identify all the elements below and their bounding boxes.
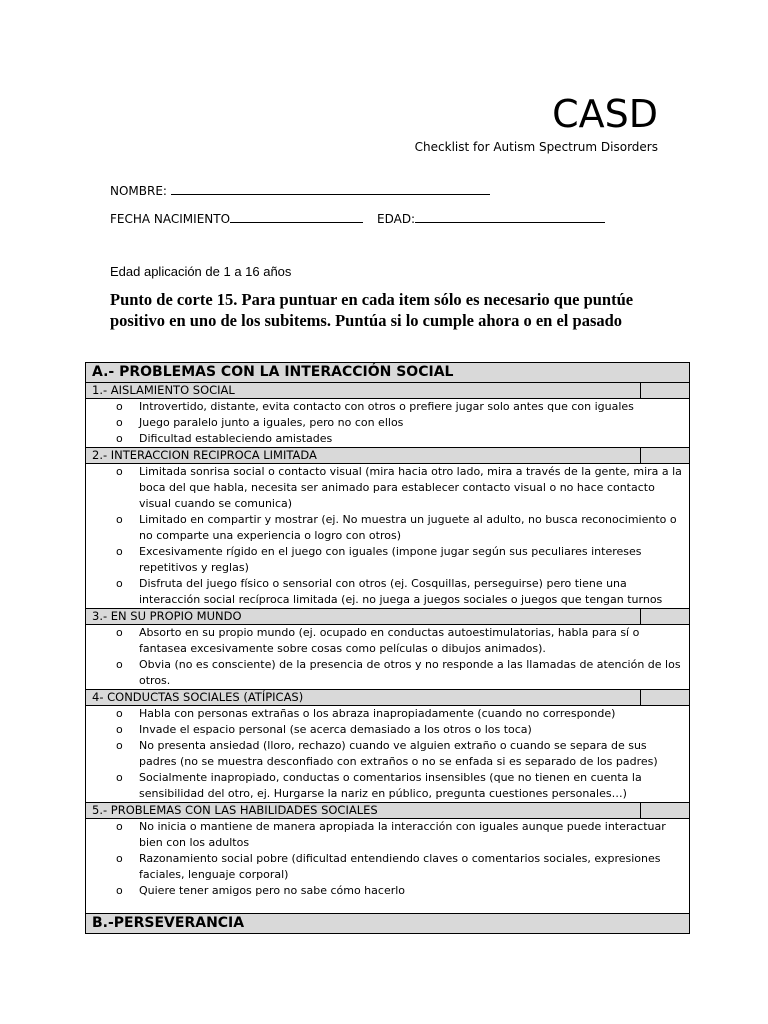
fecha-nacimiento-field — [110, 211, 363, 226]
edad-label: EDAD: — [377, 212, 416, 226]
nombre-label: NOMBRE: — [110, 184, 167, 198]
group-4-heading-row — [86, 690, 690, 706]
list-item: o Razonamiento social pobre (dificultad entendiendo claves o comentarios sociales, expresiones faciales, lenguaje corporal) — [86, 851, 689, 883]
group-2-heading-row — [86, 448, 690, 464]
section-b-header-row — [86, 914, 690, 934]
fecha-nacimiento-label: FECHA NACIMIENTO — [110, 212, 231, 226]
section-a-title: A.- PROBLEMAS CON LA INTERACCIÓN SOCIAL — [86, 363, 690, 383]
group-2-score-cell — [641, 448, 690, 464]
document-title: CASD — [552, 92, 658, 136]
section-b-title: B.-PERSEVERANCIA — [86, 914, 690, 934]
list-item: o Juego paralelo junto a iguales, pero no con ellos — [86, 415, 689, 431]
group-3-heading: 3.- EN SU PROPIO MUNDO — [86, 609, 641, 625]
group-3-heading-row — [86, 609, 690, 625]
group-2-heading: 2.- INTERACCION RECIPROCA LIMITADA — [86, 448, 641, 464]
nombre-line — [171, 183, 490, 195]
edad-field — [377, 211, 605, 226]
group-4-items-row — [86, 706, 690, 803]
list-item: o Limitado en compartir y mostrar (ej. No muestra un juguete al adulto, no busca reconocimiento o no comparte una experiencia o logro con otros) — [86, 512, 689, 544]
list-item: o Habla con personas extrañas o los abraza inapropiadamente (cuando no corresponde) — [86, 706, 689, 722]
list-item: o Absorto en su propio mundo (ej. ocupado en conductas autoestimulatorias, habla para sí o fantasea excesivamente sobre cosas como películas o dibujos animados). — [86, 625, 689, 657]
list-item: o Disfruta del juego físico o sensorial con otros (ej. Cosquillas, perseguirse) pero tiene una interacción social recíproca limitada (ej. no juega a juegos sociales o juegos que tengan turnos — [86, 576, 689, 608]
group-5-score-cell — [641, 803, 690, 819]
list-item: o Invade el espacio personal (se acerca demasiado a los otros o los toca) — [86, 722, 689, 738]
list-item: o Dificultad estableciendo amistades — [86, 431, 689, 447]
list-item: o No inicia o mantiene de manera apropiada la interacción con iguales aunque puede interactuar bien con los adultos — [86, 819, 689, 851]
group-4-heading: 4- CONDUCTAS SOCIALES (ATÍPICAS) — [86, 690, 641, 706]
list-item: o Excesivamente rígido en el juego con iguales (impone jugar según sus peculiares intereses repetitivos y reglas) — [86, 544, 689, 576]
list-item: o Socialmente inapropiado, conductas o comentarios insensibles (que no tienen en cuenta la sensibilidad del otro, ej. Hurgarse la nariz en público, pregunta cuestiones personales…) — [86, 770, 689, 802]
list-item: o Quiere tener amigos pero no sabe cómo hacerlo — [86, 883, 689, 899]
list-item: o Obvia (no es consciente) de la presencia de otros y no responde a las llamadas de atención de los otros. — [86, 657, 689, 689]
group-2-items-row — [86, 464, 690, 609]
group-1-heading: 1.- AISLAMIENTO SOCIAL — [86, 383, 641, 399]
group-5-items-row — [86, 819, 690, 914]
document-subtitle: Checklist for Autism Spectrum Disorders — [414, 140, 658, 154]
edad-line — [415, 211, 605, 223]
list-item: o No presenta ansiedad (lloro, rechazo) cuando ve alguien extraño o cuando se separa de sus padres (no se muestra desconfiado con extraños o no se enfada si es separado de los padres) — [86, 738, 689, 770]
group-5-heading: 5.- PROBLEMAS CON LAS HABILIDADES SOCIALES — [86, 803, 641, 819]
group-2-items — [86, 464, 690, 609]
group-3-items — [86, 625, 690, 690]
group-1-heading-row — [86, 383, 690, 399]
section-a-header-row — [86, 363, 690, 383]
group-3-items-row — [86, 625, 690, 690]
fecha-nacimiento-line — [230, 211, 363, 223]
checklist-table — [85, 362, 690, 934]
list-item: o Limitada sonrisa social o contacto visual (mira hacia otro lado, mira a través de la gente, mira a la boca del que habla, necesita ser animado para establecer contacto visual o no hace contacto visual cuando se comunica) — [86, 464, 689, 512]
group-4-score-cell — [641, 690, 690, 706]
nombre-field — [110, 183, 490, 198]
group-1-score-cell — [641, 383, 690, 399]
group-3-score-cell — [641, 609, 690, 625]
group-5-items — [86, 819, 690, 914]
group-5-heading-row — [86, 803, 690, 819]
group-1-items-row — [86, 399, 690, 448]
list-item: o Introvertido, distante, evita contacto con otros o prefiere jugar solo antes que con iguales — [86, 399, 689, 415]
age-range-text: Edad aplicación de 1 a 16 años — [110, 264, 292, 279]
group-4-items — [86, 706, 690, 803]
group-1-items — [86, 399, 690, 448]
instructions-text: Punto de corte 15. Para puntuar en cada item sólo es necesario que puntúe positivo en uno de los subitems. Puntúa si lo cumple ahora o en el pasado — [110, 290, 634, 330]
